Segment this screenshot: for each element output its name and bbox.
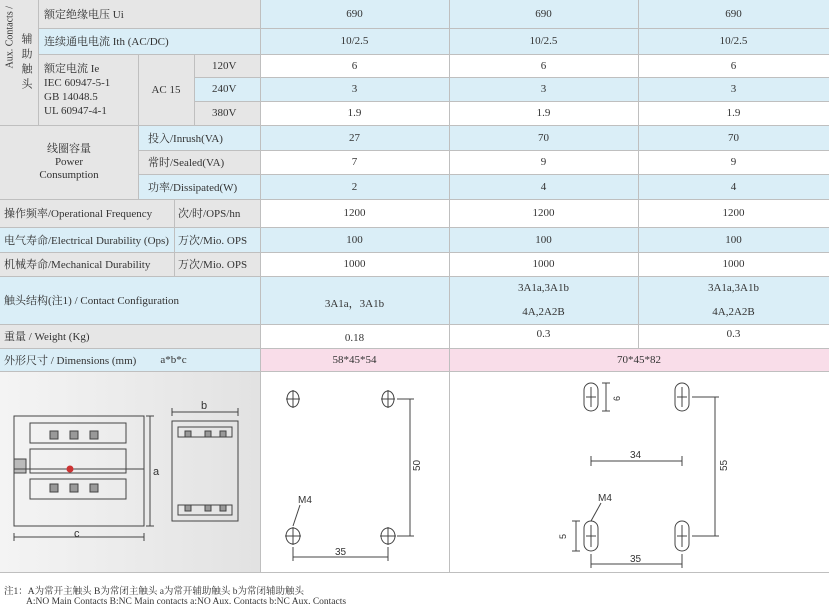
- rated-current-line-3: GB 14048.5: [44, 90, 98, 103]
- rated-voltage-col2: 690: [449, 0, 638, 28]
- voltage-240: 240V: [194, 77, 260, 101]
- large-slot-top-label: 6: [612, 395, 622, 401]
- dimensions-small: 58*45*54: [260, 348, 449, 371]
- op-frequency-label: 操作频率/Operational Frequency: [0, 199, 174, 227]
- rated-current-line-2: IEC 60947-5-1: [44, 76, 111, 89]
- op-frequency-unit: 次/时/OPS/hn: [174, 199, 260, 227]
- thermal-current-col1: 10/2.5: [260, 28, 449, 54]
- rc120-col2: 6: [540, 59, 547, 72]
- contact-config-col2-line1: 3A1a,3A1b: [517, 282, 570, 294]
- large-width-label: 35: [630, 554, 642, 565]
- rc240-col3: 3: [638, 77, 829, 101]
- dimensions-formula: a*b*c: [160, 353, 187, 366]
- ac15-category: AC 15: [138, 54, 194, 125]
- contact-config-col3-line2: 4A,2A2B: [712, 306, 755, 318]
- coil-dissipated-col2: 4: [449, 174, 638, 199]
- mounting-drawing-small: [260, 371, 449, 572]
- dim-b-label: b: [201, 400, 208, 412]
- rc380-col2: 1.9: [536, 107, 551, 119]
- dim-c-label: c: [74, 528, 80, 540]
- large-slot-bottom-label: 5: [558, 533, 568, 539]
- coil-dissipated-col3: 4: [638, 174, 829, 199]
- rc120-col1: 6: [351, 59, 358, 72]
- mech-durability-unit: 万次/Mio. OPS: [174, 252, 260, 276]
- aux-group-label: [0, 0, 38, 125]
- large-top-width-label: 34: [630, 450, 642, 461]
- mounting-drawing-large: [449, 371, 829, 572]
- coil-sealed-col2: 9: [540, 156, 547, 168]
- thermal-current-col2: 10/2.5: [449, 28, 638, 54]
- footnote-cn: 注1：A为常开主触头 B为常闭主触头 a为常开辅助触头 b为常闭辅助触头: [4, 587, 305, 597]
- contact-config-label: 触头结构(注1) / Contact Configuration: [0, 276, 260, 324]
- contact-config-col3-line1: 3A1a,3A1b: [707, 282, 760, 294]
- mech-durability-label: 机械寿命/Mechanical Durability: [0, 252, 174, 276]
- rated-voltage-col1: 690: [260, 0, 449, 28]
- op-frequency-col1: 1200: [343, 207, 366, 219]
- small-width-label: 35: [335, 547, 347, 558]
- dim-a-label: a: [153, 466, 160, 478]
- rated-voltage-label: 额定绝缘电压 Ui: [38, 0, 260, 28]
- op-frequency-col3: 1200: [722, 207, 745, 219]
- thermal-current-label: 连续通电电流 Ith (AC/DC): [38, 28, 260, 54]
- coil-inrush-label: 投入/Inrush(VA): [138, 125, 260, 150]
- dimensions-large: 70*45*82: [449, 348, 829, 371]
- voltage-120: 120V: [194, 54, 260, 77]
- coil-inrush-col3: 70: [638, 125, 829, 150]
- coil-sealed-col3: 9: [730, 156, 737, 168]
- coil-inrush-col2: 70: [449, 125, 638, 150]
- elec-durability-label: 电气寿命/Electrical Durability (Ops): [0, 227, 174, 252]
- thermal-current-col3: 10/2.5: [638, 28, 829, 54]
- coil-sealed-col1: 7: [351, 156, 358, 168]
- rc240-col1: 3: [260, 77, 449, 101]
- weight-col3: 0.3: [726, 328, 741, 340]
- footnote-en: A:NO Main Contacts B:NC Main contacts a:NO Aux. Contacts b:NC Aux. Contacts: [26, 597, 347, 607]
- rated-current-line-1: 额定电流 Ie: [44, 62, 100, 75]
- contact-config-col1: 3A1a，3A1b: [260, 276, 449, 324]
- small-screw-label: M4: [298, 495, 312, 506]
- aux-group-en: Aux. Contacts /: [4, 6, 16, 69]
- elec-durability-col1: 100: [260, 227, 449, 252]
- coil-label-en2: Consumption: [39, 168, 99, 181]
- coil-label-en1: Power: [54, 155, 84, 168]
- coil-dissipated-col1: 2: [260, 174, 449, 199]
- mech-durability-col3: 1000: [722, 258, 745, 270]
- rated-voltage-col3: 690: [638, 0, 829, 28]
- coil-label-cn: 线圈容量: [46, 142, 91, 155]
- contact-config-col2: [449, 276, 638, 324]
- elec-durability-unit: 万次/Mio. OPS: [174, 227, 260, 252]
- mech-durability-col2: 1000: [532, 258, 555, 270]
- rated-current-label: [38, 54, 138, 125]
- large-screw-label: M4: [598, 493, 612, 504]
- voltage-380: 380V: [194, 101, 260, 125]
- contact-config-col2-line2: 4A,2A2B: [522, 306, 565, 318]
- mech-durability-col1: 1000: [343, 258, 366, 270]
- rc240-col2: 3: [449, 77, 638, 101]
- coil-label: [0, 125, 138, 199]
- weight-col1: 0.18: [344, 332, 365, 344]
- dimensions-label: [0, 348, 260, 371]
- rc380-col3: 1.9: [726, 107, 741, 119]
- op-frequency-col2: 1200: [532, 207, 555, 219]
- coil-dissipated-label: 功率/Dissipated(W): [138, 174, 260, 199]
- coil-sealed-label: 常时/Sealed(VA): [138, 150, 260, 174]
- weight-label: 重量 / Weight (Kg): [0, 324, 260, 348]
- dimensions-label-text: 外形尺寸 / Dimensions (mm): [4, 354, 137, 367]
- rc380-col1: 1.9: [347, 107, 362, 119]
- coil-inrush-col1: 27: [260, 125, 449, 150]
- rated-current-line-4: UL 60947-4-1: [44, 104, 107, 117]
- aux-group-cn: 辅助触头: [20, 32, 32, 93]
- contactor-outline-drawing: [0, 371, 260, 572]
- contact-config-col3: [638, 276, 829, 324]
- elec-durability-col3: 100: [638, 227, 829, 252]
- rc120-col3: 6: [730, 59, 737, 72]
- small-height-label: 50: [412, 459, 423, 471]
- weight-col2: 0.3: [536, 328, 551, 340]
- large-height-label: 55: [719, 459, 730, 471]
- elec-durability-col2: 100: [449, 227, 638, 252]
